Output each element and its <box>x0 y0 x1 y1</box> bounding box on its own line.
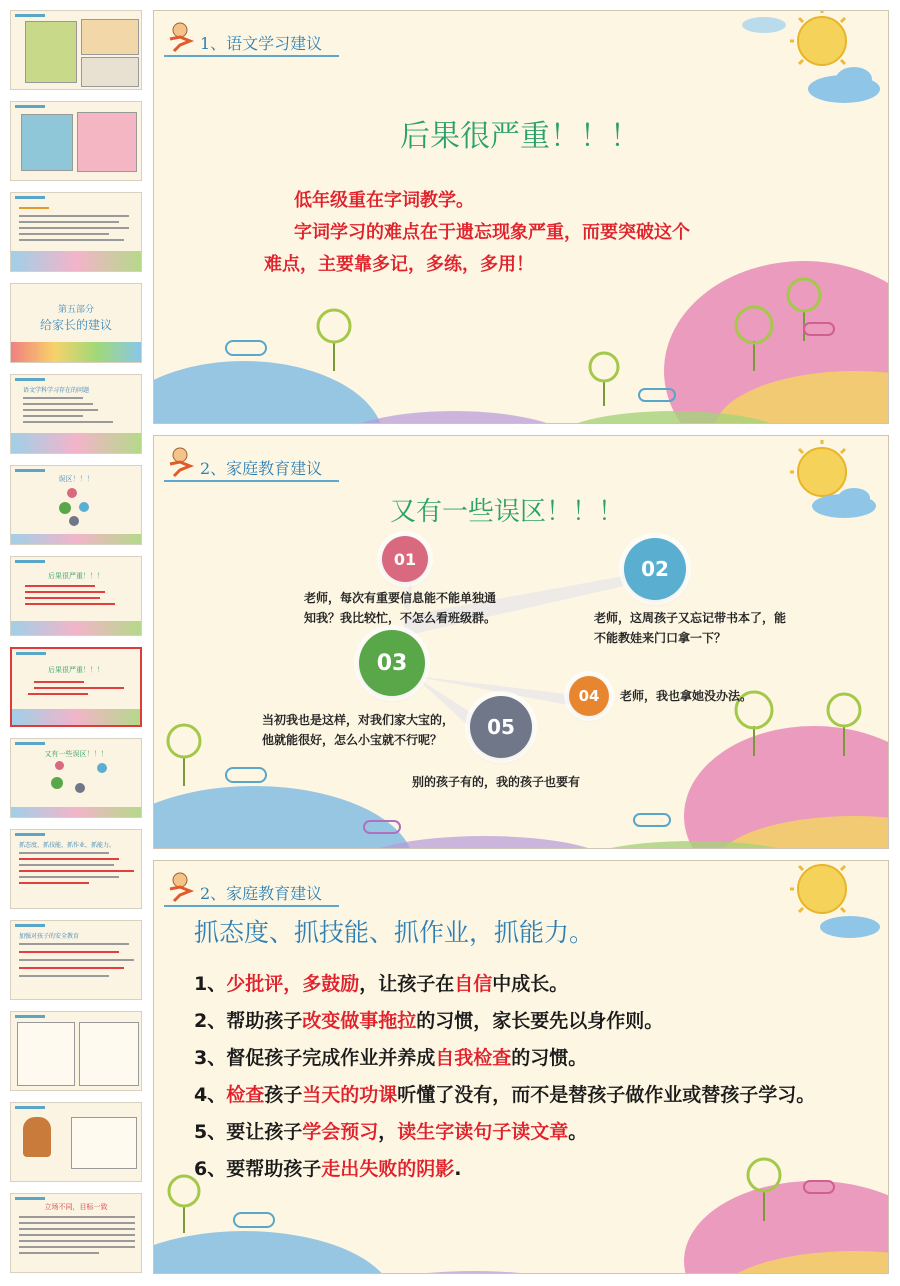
thumb-title: 给家长的建议 <box>39 318 112 332</box>
slide-3[interactable] <box>153 860 889 1274</box>
section-label: 1、语文学习建议 <box>200 34 323 53</box>
circle-02: 02 <box>624 538 686 600</box>
thumb-circle <box>97 763 107 773</box>
hill-decoration <box>154 1231 394 1274</box>
slide-thumbnail-8[interactable] <box>10 647 142 727</box>
thumb-text-line <box>23 397 83 399</box>
car-icon <box>234 1213 274 1227</box>
slide-thumbnail-6[interactable] <box>10 465 142 545</box>
thumb-text-line <box>19 870 134 872</box>
slide-thumbnail-panel <box>0 0 150 1286</box>
thumb-text-line <box>28 693 88 695</box>
advice-highlight: 检查 <box>226 1084 265 1106</box>
slide-thumbnail-9[interactable] <box>10 738 142 818</box>
thumb-text-line <box>19 1222 135 1224</box>
hill-decoration <box>154 361 384 424</box>
thumb-book-image <box>21 114 73 171</box>
advice-highlight: 自信 <box>454 973 493 995</box>
misconception-text-3 <box>262 710 454 750</box>
section-label: 2、家庭教育建议 <box>200 459 323 478</box>
advice-highlight: 改变做事拖拉 <box>302 1010 417 1032</box>
advice-text: 。 <box>568 1121 588 1143</box>
advice-text: 2、帮助孩子 <box>194 1010 303 1032</box>
advice-text: 1、 <box>194 973 227 995</box>
thumb-circle <box>51 777 63 789</box>
advice-text: 的习惯。 <box>511 1047 588 1069</box>
misconception-text-line: 老师，每次有重要信息能不能单独通 <box>304 591 497 605</box>
thumb-hills-decoration <box>11 534 141 544</box>
thumb-text-line <box>19 858 119 860</box>
body-line: 难点，主要靠多记，多练，多用！ <box>264 254 534 275</box>
thumb-text-line <box>19 882 89 884</box>
misconception-text-line: 他就能很好，怎么小宝就不行呢？ <box>262 733 443 747</box>
thumb-hills-decoration <box>11 807 141 817</box>
thumb-header-bar <box>15 1015 45 1018</box>
thumb-text-line <box>19 227 129 229</box>
thumb-text-line <box>23 421 113 423</box>
cloud-icon <box>820 916 880 938</box>
thumb-header-bar <box>15 1106 45 1109</box>
section-header <box>164 869 364 905</box>
thumb-text-line <box>23 409 98 411</box>
thumb-title: 语文学科学习存在的问题 <box>23 387 90 394</box>
advice-item-3 <box>194 1043 587 1070</box>
thumb-title: 立场不同，目标一致 <box>44 1203 108 1211</box>
slide-title: 抓态度、抓技能、抓作业，抓能力。 <box>194 918 595 947</box>
misconception-text-2 <box>594 608 786 648</box>
slide-thumbnail-12[interactable] <box>10 1011 142 1091</box>
advice-highlight: 自我检查 <box>435 1047 512 1069</box>
thumb-text-line <box>19 239 124 241</box>
thumb-title: 第五部分 <box>57 305 94 315</box>
thumb-text-line <box>34 687 124 689</box>
thumb-text-line <box>19 221 119 223</box>
thumb-text-line <box>19 1234 135 1236</box>
slide-thumbnail-3[interactable] <box>10 192 142 272</box>
slide-thumbnail-4[interactable] <box>10 283 142 363</box>
thumb-hills-decoration <box>11 621 141 635</box>
section-underline <box>164 55 339 57</box>
advice-text: 听懂了没有，而不是替孩子做作业或替孩子学习。 <box>397 1084 816 1106</box>
thumb-hills-decoration <box>11 251 141 271</box>
thumb-text-line <box>19 233 109 235</box>
advice-text: 的习惯，家长要先以身作则。 <box>416 1010 664 1032</box>
thumb-text-line <box>19 864 114 866</box>
slide-thumbnail-2[interactable] <box>10 101 142 181</box>
advice-highlight: 少批评，多鼓励 <box>226 973 360 995</box>
advice-text: 3、督促孩子完成作业并养成 <box>194 1047 436 1069</box>
misconception-text-5: 别的孩子有的，我的孩子也要有 <box>412 775 581 789</box>
body-line: 字词学习的难点在于遗忘现象严重，而要突破这个 <box>294 222 690 243</box>
section-header <box>164 444 364 480</box>
thumb-title: 抓态度、抓技能、抓作业，抓能力。 <box>19 842 116 849</box>
thumb-text-line <box>23 415 83 417</box>
tree-icon <box>168 725 200 786</box>
misconception-text-4: 老师，我也拿她没办法。 <box>620 689 753 703</box>
thumb-circle <box>55 761 64 770</box>
thumb-text-line <box>19 1240 135 1242</box>
thumb-header-bar <box>15 378 45 381</box>
thumb-text-line <box>19 959 134 961</box>
thumb-text-box <box>79 1022 139 1086</box>
thumb-text-line <box>19 951 119 953</box>
tree-icon <box>169 1176 199 1233</box>
advice-item-5 <box>194 1117 587 1144</box>
car-icon <box>226 768 266 782</box>
thumb-text-line <box>25 591 105 593</box>
thumb-text-line <box>19 215 129 217</box>
thumb-text-line <box>19 1246 135 1248</box>
advice-highlight: 走出失败的阴影 <box>321 1158 455 1180</box>
slide-title: 又有一些误区！！！ <box>390 497 625 527</box>
thumb-text-line <box>19 943 129 945</box>
slide-thumbnail-14[interactable] <box>10 1193 142 1273</box>
section-header <box>164 19 364 55</box>
thumb-text-line <box>25 603 115 605</box>
thumb-text-box <box>17 1022 75 1086</box>
thumb-hills-decoration <box>11 433 141 453</box>
advice-text: 中成长。 <box>492 973 569 995</box>
slide-thumbnail-13[interactable] <box>10 1102 142 1182</box>
thumb-circle <box>67 488 77 498</box>
thumb-text-line <box>19 852 109 854</box>
body-line: 低年级重在字词教学。 <box>294 190 474 211</box>
misconception-text-line: 知我？我比较忙，不怎么看班级群。 <box>304 611 497 625</box>
thumb-title: 加强对孩子的安全教育 <box>19 933 80 940</box>
thumb-circle <box>75 783 85 793</box>
advice-text: 5、要让孩子 <box>194 1121 303 1143</box>
thumb-text-line <box>34 681 84 683</box>
advice-text: . <box>454 1158 462 1180</box>
section-underline <box>164 480 339 482</box>
tree-icon <box>590 353 618 406</box>
thumb-hills-decoration <box>12 709 140 725</box>
misconception-text-1 <box>304 588 496 628</box>
advice-highlight: 当天的功课 <box>302 1084 398 1106</box>
thumb-header-bar <box>15 560 45 563</box>
section-underline <box>164 905 339 907</box>
advice-item-6 <box>194 1154 461 1181</box>
advice-item-4 <box>194 1080 815 1107</box>
slide-thumbnail-1[interactable] <box>10 10 142 90</box>
slide-title: 后果很严重！！！ <box>400 119 640 154</box>
thumb-header-bar <box>15 924 45 927</box>
advice-text: 4、 <box>194 1084 227 1106</box>
advice-text: ， <box>378 1121 398 1143</box>
thumb-circle <box>59 502 71 514</box>
thumb-text-line <box>19 1252 99 1254</box>
advice-text: 6、要帮助孩子 <box>194 1158 322 1180</box>
advice-text: 孩子 <box>264 1084 303 1106</box>
advice-highlight: 学会预习 <box>302 1121 379 1143</box>
thumb-header-bar <box>15 14 45 17</box>
thumb-circle <box>69 516 79 526</box>
thumb-text-line <box>19 1228 135 1230</box>
thumb-title: 又有一些误区！！！ <box>44 750 108 758</box>
thumb-book-image <box>81 19 139 55</box>
car-icon <box>634 814 670 826</box>
misconception-text-line: 当初我也是这样，对我们家大宝的， <box>262 713 455 727</box>
slide-thumbnail-5[interactable] <box>10 374 142 454</box>
slide-2[interactable] <box>153 435 889 849</box>
car-icon <box>226 341 266 355</box>
thumb-text-line <box>25 597 100 599</box>
slide-thumbnail-10[interactable] <box>10 829 142 909</box>
thumb-title: 后果很严重！！！ <box>48 572 104 580</box>
advice-text: ，让孩子在 <box>359 973 455 995</box>
thumb-book-image <box>77 112 137 172</box>
thumb-text-line <box>19 876 119 878</box>
circle-04: 04 <box>569 676 609 716</box>
thumb-rainbow-decoration <box>11 342 141 362</box>
running-kid-icon <box>164 21 196 53</box>
thumb-header-bar <box>15 105 45 108</box>
thumb-text-line <box>23 403 93 405</box>
thumb-text-line <box>19 1216 135 1218</box>
thumb-text-line <box>19 975 109 977</box>
thumb-header-bar <box>15 742 45 745</box>
thumb-title: 误区！！！ <box>58 475 94 483</box>
thumb-reading-child-image <box>23 1117 51 1157</box>
slide-thumbnail-11[interactable] <box>10 920 142 1000</box>
cloud-icon <box>742 17 786 33</box>
section-label: 2、家庭教育建议 <box>200 884 323 903</box>
running-kid-icon <box>164 446 196 478</box>
thumb-text-line <box>19 207 49 209</box>
thumb-book-image <box>81 57 139 87</box>
thumb-header-bar <box>16 652 46 655</box>
misconception-text-line: 老师，这周孩子又忘记带书本了，能 <box>594 611 787 625</box>
thumb-header-bar <box>15 1197 45 1200</box>
sun-icon <box>790 440 846 496</box>
thumb-header-bar <box>15 196 45 199</box>
advice-highlight: 读生字读句子读文章 <box>397 1121 569 1143</box>
thumb-book-image <box>25 21 77 83</box>
advice-item-1 <box>194 969 568 996</box>
thumb-text-line <box>25 585 95 587</box>
slide-1[interactable] <box>153 10 889 424</box>
thumb-text-box <box>71 1117 137 1169</box>
tree-icon <box>318 310 350 371</box>
thumb-header-bar <box>15 469 45 472</box>
sun-icon <box>790 865 846 913</box>
hill-decoration <box>344 1271 604 1274</box>
running-kid-icon <box>164 871 196 903</box>
thumb-text-line <box>19 967 124 969</box>
circle-01: 01 <box>382 536 428 582</box>
thumb-circle <box>79 502 89 512</box>
thumb-title: 后果很严重！！！ <box>48 666 104 674</box>
misconception-text-line: 不能教娃来门口拿一下？ <box>594 631 727 645</box>
slide-thumbnail-7[interactable] <box>10 556 142 636</box>
advice-item-2 <box>194 1006 663 1033</box>
circle-03: 03 <box>359 630 425 696</box>
circle-05: 05 <box>470 696 532 758</box>
hill-decoration <box>154 786 414 849</box>
thumb-header-bar <box>15 833 45 836</box>
sun-icon <box>790 11 846 65</box>
